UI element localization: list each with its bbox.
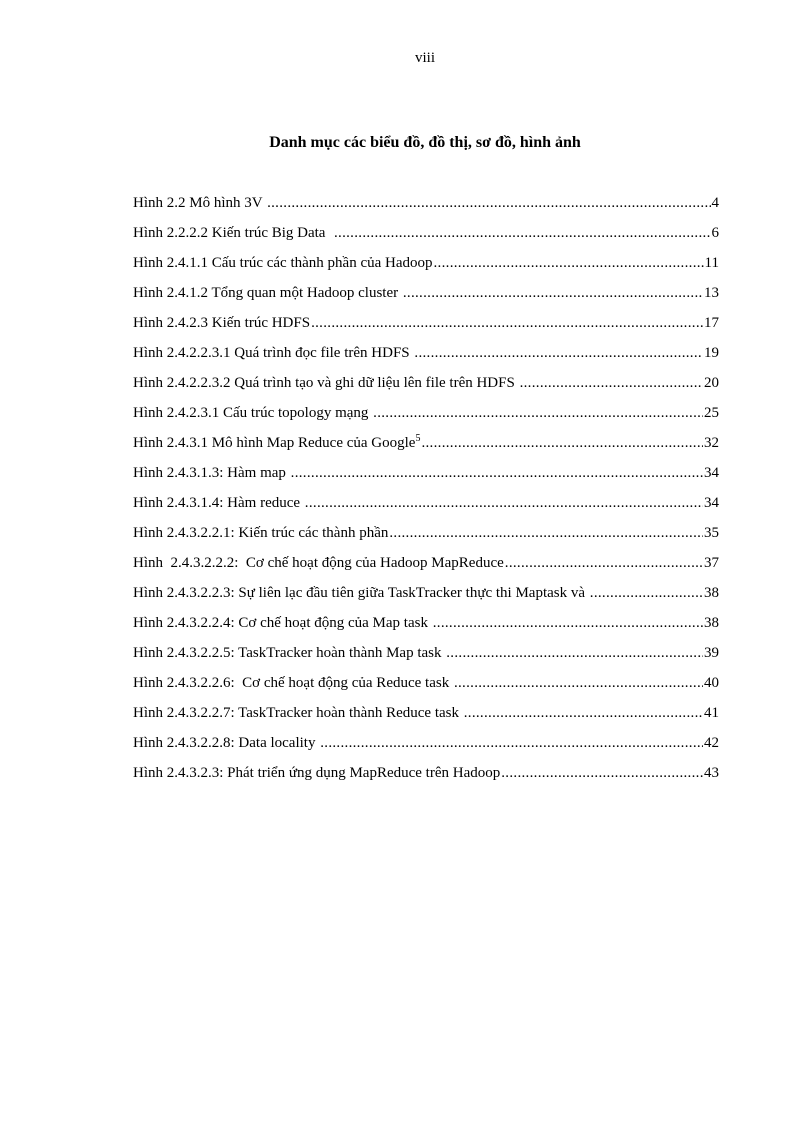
figure-entry[interactable] — [133, 372, 719, 402]
figure-entry-page: 13 — [704, 285, 719, 301]
figure-entry-label: Hình 2.4.3.2.2.2: Cơ chế hoạt động của Hadoop MapReduce — [133, 555, 504, 571]
page-title: Danh mục các biểu đồ, đồ thị, sơ đồ, hình ảnh — [269, 134, 581, 151]
figure-entry[interactable] — [133, 582, 719, 612]
figure-entry-label: Hình 2.4.3.2.2.7: TaskTracker hoàn thành Reduce task — [133, 705, 463, 721]
figure-entry-page: 38 — [704, 585, 719, 601]
figure-entry-label: Hình 2.4.3.2.3: Phát triển ứng dụng MapReduce trên Hadoop — [133, 765, 501, 781]
figure-entry-label: Hình 2.2 Mô hình 3V — [133, 195, 267, 211]
figure-entry-page: 32 — [704, 435, 719, 451]
dot-leader — [464, 702, 703, 724]
dot-leader — [505, 552, 703, 574]
figure-list — [133, 192, 719, 792]
figure-entry[interactable] — [133, 522, 719, 552]
figure-entry-page: 41 — [704, 705, 719, 721]
figure-entry-page: 38 — [704, 615, 719, 631]
figure-entry-page: 17 — [704, 315, 719, 331]
figure-entry[interactable] — [133, 552, 719, 582]
figure-entry-page: 35 — [704, 525, 719, 541]
dot-leader — [334, 222, 711, 244]
figure-entry-label: Hình 2.4.2.3 Kiến trúc HDFS — [133, 315, 311, 331]
dot-leader — [454, 672, 703, 694]
figure-entry[interactable] — [133, 642, 719, 672]
figure-entry[interactable] — [133, 612, 719, 642]
figure-entry-page: 34 — [704, 495, 719, 511]
figure-entry-label: Hình 2.4.2.3.1 Cấu trúc topology mạng — [133, 405, 373, 421]
figure-entry-page: 37 — [704, 555, 719, 571]
figure-entry[interactable] — [133, 732, 719, 762]
dot-leader — [446, 642, 703, 664]
figure-entry[interactable] — [133, 342, 719, 372]
dot-leader — [291, 462, 703, 484]
figure-entry-label: Hình 2.4.3.2.2.6: Cơ chế hoạt động của Reduce task — [133, 675, 453, 691]
figure-entry-label: Hình 2.2.2.2 Kiến trúc Big Data — [133, 225, 333, 241]
dot-leader — [590, 582, 703, 604]
figure-entry[interactable] — [133, 432, 719, 462]
figure-entry[interactable] — [133, 192, 719, 222]
figure-entry-label: Hình 2.4.1.2 Tổng quan một Hadoop cluster — [133, 285, 402, 301]
figure-entry-page: 25 — [704, 405, 719, 421]
dot-leader — [414, 342, 703, 364]
footnote-marker: 5 — [415, 433, 421, 444]
figure-entry-label: Hình 2.4.3.1.3: Hàm map — [133, 465, 290, 481]
dot-leader — [520, 372, 703, 394]
figure-entry[interactable] — [133, 252, 719, 282]
dot-leader — [403, 282, 703, 304]
dot-leader — [389, 522, 703, 544]
figure-entry[interactable] — [133, 762, 719, 792]
figure-entry-label: Hình 2.4.2.2.3.1 Quá trình đọc file trên HDFS — [133, 345, 414, 361]
figure-entry-label: Hình 2.4.2.2.3.2 Quá trình tạo và ghi dữ liệu lên file trên HDFS — [133, 375, 519, 391]
figure-entry-label: Hình 2.4.3.2.2.4: Cơ chế hoạt động của Map task — [133, 615, 432, 631]
dot-leader — [433, 612, 703, 634]
figure-entry-page: 39 — [704, 645, 719, 661]
figure-entry-page: 42 — [704, 735, 719, 751]
figure-entry-label: Hình 2.4.3.1.4: Hàm reduce — [133, 495, 304, 511]
dot-leader — [320, 732, 703, 754]
figure-entry[interactable] — [133, 702, 719, 732]
dot-leader — [305, 492, 703, 514]
figure-entry-page: 11 — [704, 255, 719, 271]
dot-leader — [373, 402, 703, 424]
figure-entry-label: Hình 2.4.3.2.2.5: TaskTracker hoàn thành Map task — [133, 645, 446, 661]
page-number: viii — [414, 50, 435, 66]
figure-entry-page: 43 — [704, 765, 719, 781]
figure-entry-page: 4 — [711, 195, 719, 211]
figure-entry[interactable] — [133, 312, 719, 342]
dot-leader — [434, 252, 704, 274]
figure-entry-label: Hình 2.4.3.2.2.1: Kiến trúc các thành phần — [133, 525, 389, 541]
dot-leader — [311, 312, 703, 334]
figure-entry-label: Hình 2.4.3.1 Mô hình Map Reduce của Google$^5$ — [133, 433, 421, 451]
dot-leader — [501, 762, 703, 784]
figure-entry[interactable] — [133, 282, 719, 312]
figure-entry[interactable] — [133, 222, 719, 252]
figure-entry-page: 19 — [704, 345, 719, 361]
figure-entry-page: 6 — [711, 225, 719, 241]
figure-entry-label: Hình 2.4.3.2.2.3: Sự liên lạc đầu tiên giữa TaskTracker thực thi Maptask và — [133, 585, 589, 601]
figure-entry-page: 20 — [704, 375, 719, 391]
figure-entry-page: 34 — [704, 465, 719, 481]
figure-entry[interactable] — [133, 462, 719, 492]
dot-leader — [267, 192, 710, 214]
dot-leader — [421, 432, 703, 454]
figure-entry[interactable] — [133, 492, 719, 522]
figure-entry-label: Hình 2.4.3.2.2.8: Data locality — [133, 735, 320, 751]
figure-entry-page: 40 — [704, 675, 719, 691]
figure-entry-label: Hình 2.4.1.1 Cấu trúc các thành phần của Hadoop — [133, 255, 433, 271]
figure-entry[interactable] — [133, 402, 719, 432]
figure-entry[interactable] — [133, 672, 719, 702]
